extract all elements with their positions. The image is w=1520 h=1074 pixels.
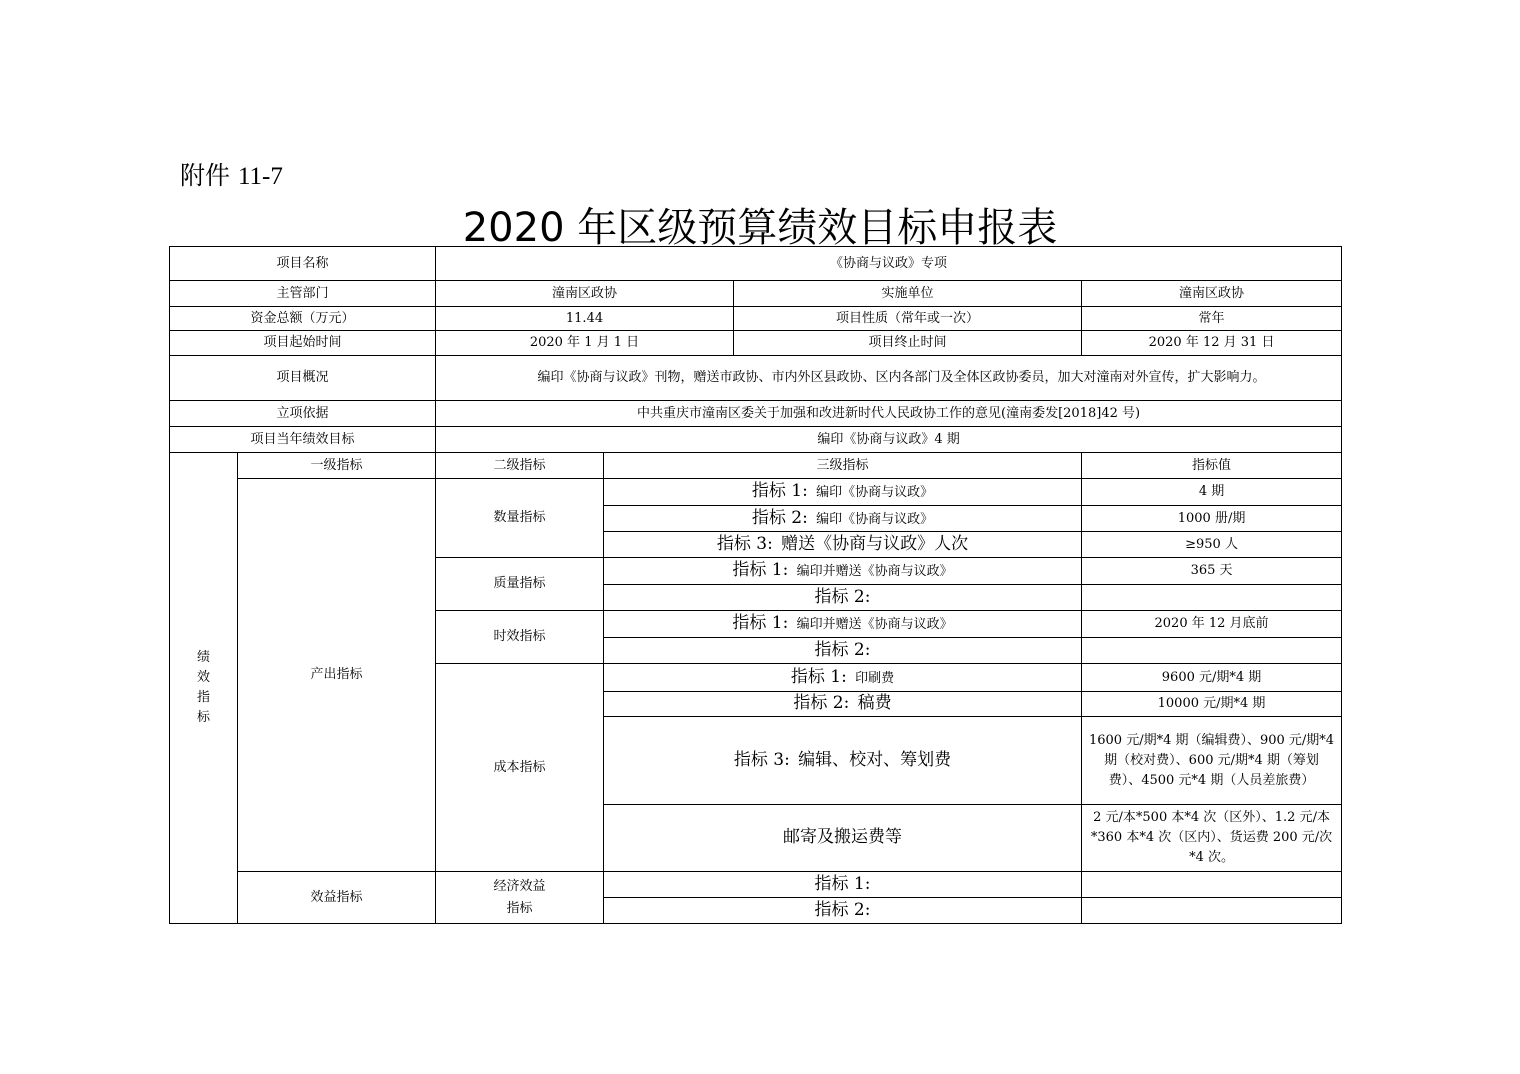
start-time-label: 项目起始时间: [170, 331, 436, 356]
level2-cost: 成本指标: [436, 664, 604, 872]
impl-unit-label: 实施单位: [734, 281, 1082, 307]
level2-time: 时效指标: [436, 611, 604, 664]
nature-value: 常年: [1082, 307, 1342, 331]
performance-table: [169, 246, 1342, 924]
perf-side-char: 效: [196, 670, 210, 685]
end-time-value: 2020 年 12 月 31 日: [1082, 331, 1342, 356]
indicator-value: 1600 元/期*4 期（编辑费）、900 元/期*4 期（校对费）、600 元/期*4 期（筹划费）、4500 元*4 期（人员差旅费）: [1082, 717, 1342, 805]
level1-benefit: 效益指标: [238, 872, 436, 924]
level2-quality: 质量指标: [436, 558, 604, 611]
indicator-text: 指标 2:: [604, 638, 1082, 664]
nature-label: 项目性质（常年或一次）: [734, 307, 1082, 331]
indicator-value: 4 期: [1082, 479, 1342, 506]
indicator-text: 指标 1: 编印《协商与议政》: [604, 479, 1082, 506]
indicator-text: 指标 2:: [604, 898, 1082, 924]
indicator-value: [1082, 585, 1342, 611]
start-time-value: 2020 年 1 月 1 日: [436, 331, 734, 356]
level2-quantity: 数量指标: [436, 479, 604, 558]
dept-value: 潼南区政协: [436, 281, 734, 307]
goal-label: 项目当年绩效目标: [170, 427, 436, 453]
header-value: 指标值: [1082, 453, 1342, 479]
basis-label: 立项依据: [170, 401, 436, 427]
indicator-value: 365 天: [1082, 558, 1342, 585]
basis-value: 中共重庆市潼南区委关于加强和改进新时代人民政协工作的意见(潼南委发[2018]42 号): [436, 401, 1342, 427]
indicator-text: 指标 3: 赠送《协商与议政》人次: [604, 532, 1082, 558]
goal-value: 编印《协商与议政》4 期: [436, 427, 1342, 453]
dept-label: 主管部门: [170, 281, 436, 307]
perf-side-char: 指: [196, 690, 210, 705]
indicator-value: 2020 年 12 月底前: [1082, 611, 1342, 638]
overview-value: 编印《协商与议政》刊物，赠送市政协、市内外区县政协、区内各部门及全体区政协委员，加大对潼南对外宣传，扩大影响力。: [436, 356, 1342, 401]
indicator-value: 1000 册/期: [1082, 506, 1342, 532]
header-level1: 一级指标: [238, 453, 436, 479]
attachment-prefix: 附件: [180, 161, 231, 190]
level1-output: 产出指标: [238, 479, 436, 872]
level2-econ: 经济效益 指标: [436, 872, 604, 924]
indicator-value: [1082, 898, 1342, 924]
indicator-text: 指标 1: 编印并赠送《协商与议政》: [604, 611, 1082, 638]
perf-side-char: 绩: [196, 650, 210, 665]
indicator-value: ≥950 人: [1082, 532, 1342, 558]
indicator-value: 2 元/本*500 本*4 次（区外）、1.2 元/本*360 本*4 次（区内）、货运费 200 元/次*4 次。: [1082, 805, 1342, 872]
indicator-text: 指标 1: 印刷费: [604, 664, 1082, 692]
indicator-text: 指标 1: 编印并赠送《协商与议政》: [604, 558, 1082, 585]
perf-side-label: [170, 453, 238, 924]
attachment-label: [180, 156, 283, 192]
indicator-text: 邮寄及搬运费等: [604, 805, 1082, 872]
indicator-text: 指标 2:: [604, 585, 1082, 611]
indicator-value: 10000 元/期*4 期: [1082, 692, 1342, 717]
perf-side-char: 标: [196, 710, 210, 725]
fund-label: 资金总额（万元）: [170, 307, 436, 331]
indicator-value: [1082, 638, 1342, 664]
header-level3: 三级指标: [604, 453, 1082, 479]
page-title: 2020 年区级预算绩效目标申报表: [462, 205, 1058, 251]
indicator-value: [1082, 872, 1342, 898]
indicator-text: 指标 2: 稿费: [604, 692, 1082, 717]
impl-unit-value: 潼南区政协: [1082, 281, 1342, 307]
indicator-text: 指标 2: 编印《协商与议政》: [604, 506, 1082, 532]
indicator-text: 指标 3: 编辑、校对、筹划费: [604, 717, 1082, 805]
indicator-value: 9600 元/期*4 期: [1082, 664, 1342, 692]
overview-label: 项目概况: [170, 356, 436, 401]
project-name-value: 《协商与议政》专项: [436, 247, 1342, 281]
end-time-label: 项目终止时间: [734, 331, 1082, 356]
indicator-text: 指标 1:: [604, 872, 1082, 898]
header-level2: 二级指标: [436, 453, 604, 479]
project-name-label: 项目名称: [170, 247, 436, 281]
fund-value: 11.44: [436, 307, 734, 331]
attachment-number: 11-7: [237, 163, 283, 190]
